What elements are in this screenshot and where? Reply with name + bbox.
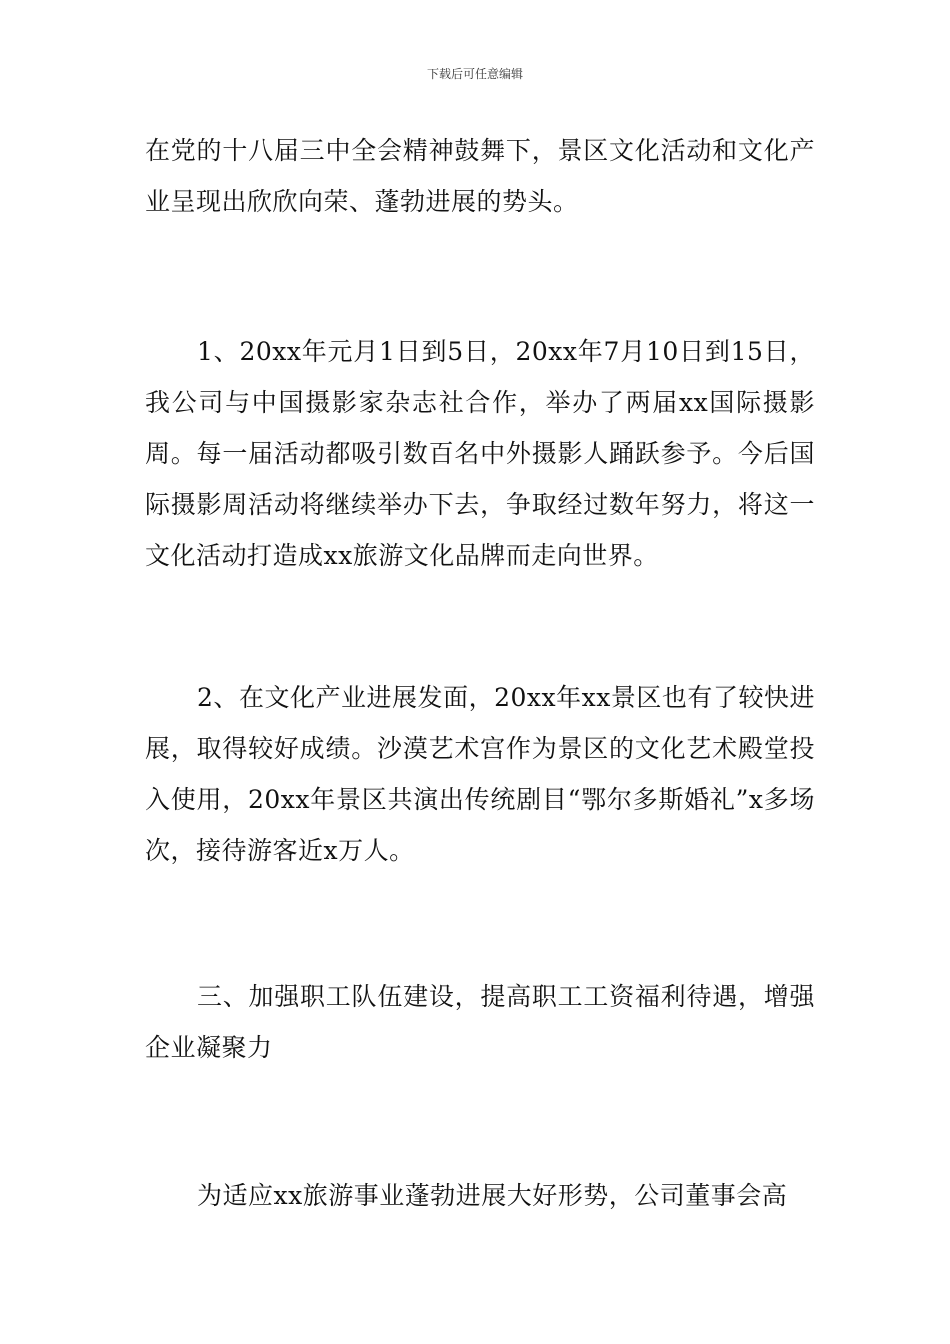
paragraph-culture-intro: 在党的十八届三中全会精神鼓舞下，景区文化活动和文化产业呈现出欣欣向荣、蓬勃进展的势头。	[145, 136, 815, 216]
paragraph-photography-week: 1、20xx年元月1日到5日，20xx年7月10日到15日，我公司与中国摄影家杂志社合作，举办了两届xx国际摄影周。每一届活动都吸引数百名中外摄影人踊跃参予。今后国际摄影周活动将继续举办下去，争取经过数年努力，将这一文化活动打造成xx旅游文化品牌而走向世界。	[145, 337, 815, 570]
section-heading-staff: 三、加强职工队伍建设，提高职工工资福利待遇，增强企业凝聚力	[145, 982, 815, 1062]
page-header-caption: 下载后可任意编辑	[426, 67, 523, 81]
paragraph-board-intro: 为适应xx旅游事业蓬勃进展大好形势，公司董事会高	[197, 1181, 788, 1210]
paragraph-cultural-industry: 2、在文化产业进展发面，20xx年xx景区也有了较快进展，取得较好成绩。沙漠艺术宫作为景区的文化艺术殿堂投入使用，20xx年景区共演出传统剧目“鄂尔多斯婚礼”x多场次，接待游客近x万人。	[145, 683, 815, 865]
